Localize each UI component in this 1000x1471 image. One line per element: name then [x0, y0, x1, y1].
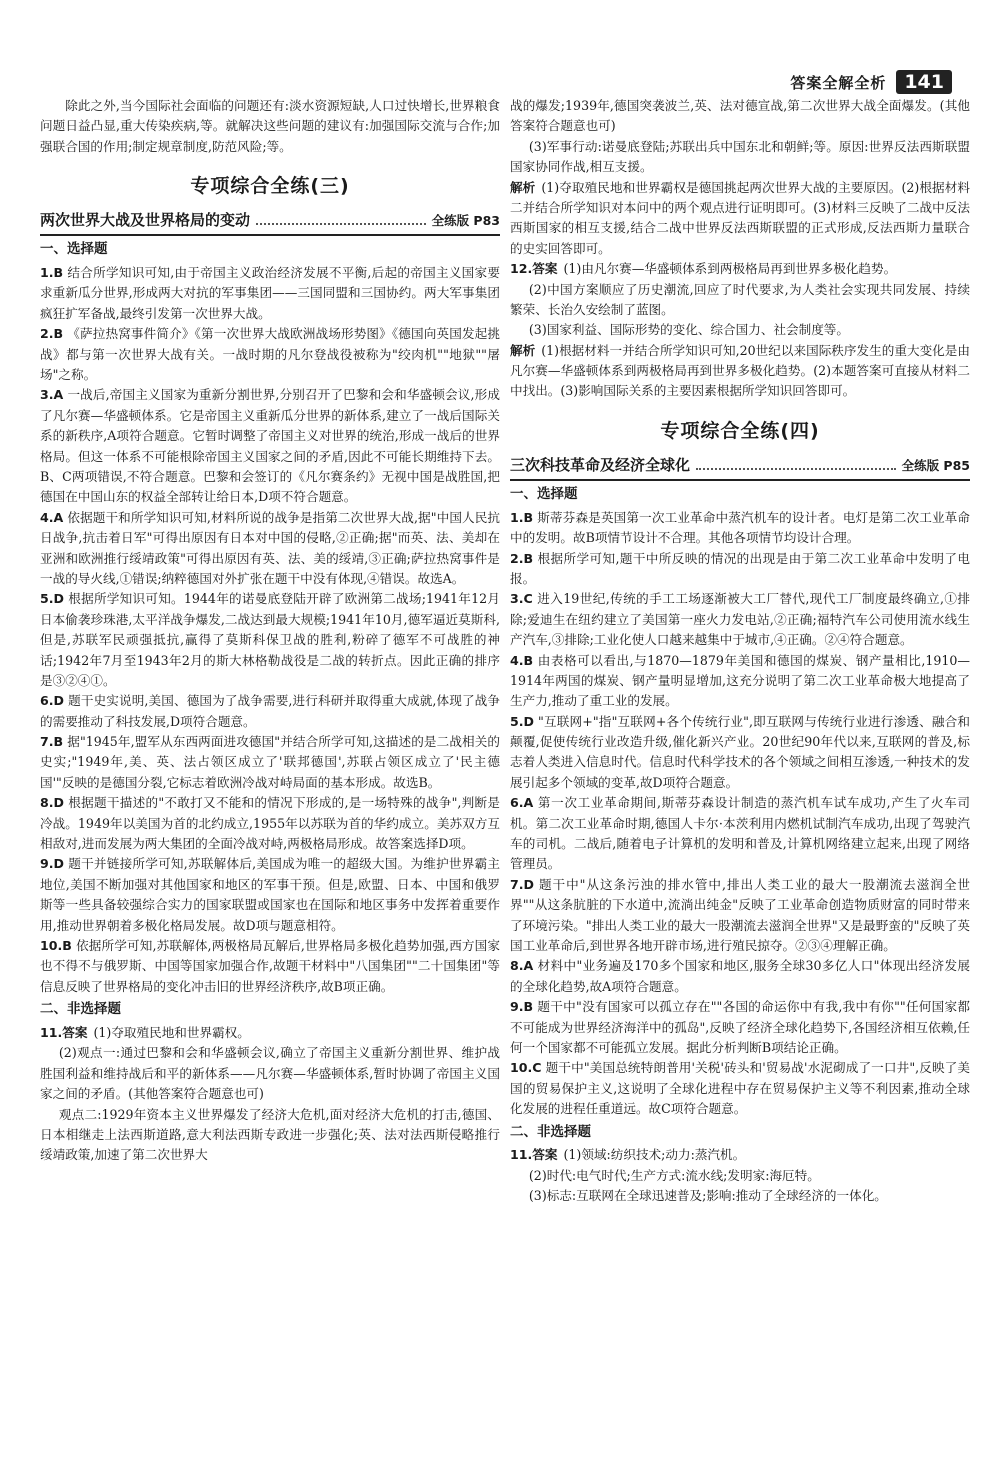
answer-item: [510, 1058, 970, 1119]
answer-item: [510, 589, 970, 650]
answer-text: 根据所学知识可知。1944年的诺曼底登陆开辟了欧洲第二战场;1941年12月日本偷袭珍珠港,太平洋战争爆发,二战达到最大规模;1941年10月,德军逼近莫斯科,但是,苏联军民顽强抵抗,赢得了莫斯科保卫战的胜利,粉碎了德军不可战胜的神话;1942年7月至1943年2月的斯大林格勒战役是二战的转折点。因此正确的排序是③②④①。: [40, 591, 500, 688]
answer-item: [40, 793, 500, 854]
answer-text: 一战后,帝国主义国家为重新分割世界,分别召开了巴黎和会和华盛顿会议,形成了凡尔赛—华盛顿体系。它是帝国主义重新瓜分世界的新体系,建立了一战后国际关系的新秩序,A项符合题意。它暂时调整了帝国主义对世界的统治,形成一战后的世界格局。但这一体系不可能根除帝国主义国家之间的矛盾,因此不可能长期维持下去。B、C两项错误,不符合题意。巴黎和会签订的《凡尔赛条约》无视中国是战胜国,把德国在中国山东的权益全部转让给日本,D项不符合题意。: [40, 387, 500, 505]
section-subtitle: 三次科技革命及经济全球化: [510, 455, 691, 474]
answer-text: (3)标志:互联网在全球迅速普及;影响:推动了全球经济的一体化。: [528, 1188, 887, 1204]
analysis-tag: 解析: [510, 179, 536, 195]
answer-number: 9.B: [510, 999, 534, 1015]
answer-text: 据"1945年,盟军从东西两面进攻德国"并结合所学可知,这描述的是二战相关的史实;"1949年,美、英、法占领区成立了'联邦德国',苏联占领区成立了'民主德国'"反映的是德国分裂,它标志着欧洲冷战对峙局面的基本形成。故选B。: [40, 734, 500, 790]
part-heading: 一、选择题: [510, 485, 578, 502]
answer-text: (2)时代:电气时代;生产方式:流水线;发明家:海厄特。: [528, 1167, 820, 1183]
section-title-3: 专项综合全练(三): [190, 175, 350, 198]
answer-number: 9.D: [40, 856, 65, 872]
dotted-leader: [696, 468, 896, 470]
answer-text: 进入19世纪,传统的手工工场逐渐被大工厂替代,现代工厂制度最终确立,①排除;爱迪生在纽约建立了美国第一座火力发电站,②正确;福特汽车公司使用流水线生产汽车,③排除;工业化使人口越来越集中于城市,④正确。②④符合题意。: [510, 591, 970, 648]
part-heading: 一、选择题: [40, 241, 108, 258]
analysis-text: (1)夺取殖民地和世界霸权是德国挑起两次世界大战的主要原因。(2)根据材料二并结合所学知识对本问中的两个观点进行证明即可。(3)材料三反映了二战中反法西斯国家的相互支援,结合二战中世界反法西斯联盟的正式形成,反法西斯力量联合的史实回答即可。: [510, 179, 971, 256]
section-subtitle: 两次世界大战及世界格局的变动: [40, 210, 251, 229]
analysis-text: (1)根据材料一并结合所学知识可知,20世纪以来国际秩序发生的重大变化是由凡尔赛—华盛顿体系到两极格局再到世界多极化趋势。(2)本题答案可直接从材料二中找出。(3)影响国际关系的主要因素根据所学知识回答即可。: [510, 342, 970, 399]
part-heading: 二、非选择题: [40, 1001, 121, 1018]
answer-text: 题干并链接所学可知,苏联解体后,美国成为唯一的超级大国。为维护世界霸主地位,美国不断加强对其他国家和地区的军事干预。但是,欧盟、日本、中国和俄罗斯等一些具备较强综合实力的国家联盟或国家也在国际和地区事务中发挥着重要作用,推动世界朝着多极化格局发展。故D项与题意相符。: [40, 856, 500, 933]
answer-number: 6.D: [40, 693, 65, 709]
answer-text: 由表格可以看出,与1870—1879年美国和德国的煤炭、钢产量相比,1910—1914年两国的煤炭、钢产量明显增加,这充分说明了第二次工业革命极大地提高了生产力,推动了重工业的发展。: [510, 652, 970, 709]
answer-list: [510, 508, 970, 1120]
answer-item: [510, 712, 970, 794]
answer-item: [40, 324, 500, 385]
answer-number: 3.C: [510, 591, 533, 607]
answer-text: 材料中"业务遍及170多个国家和地区,服务全球30多亿人口"体现出经济发展的全球化趋势,故A项符合题意。: [510, 958, 970, 994]
analysis-block: [510, 341, 970, 402]
answer-text: "互联网+"指"互联网+各个传统行业",即互联网与传统行业进行渗透、融合和颠覆,促使传统行业改造升级,催化新兴产业。20世纪90年代以来,互联网的普及,标志着人类进入信息时代。信息时代科学技术的各个领域之间相互渗透,一种技术的发展引起多个领域的变革,故D项符合题意。: [510, 713, 970, 790]
answer-text: (2)观点一:通过巴黎和会和华盛顿会议,确立了帝国主义重新分割世界、维护战胜国利益和维持战后和平的新体系——凡尔赛—华盛顿体系,暂时协调了帝国主义国家之间的矛盾。(其他答案符合题意也可): [40, 1045, 500, 1102]
answer-item: [40, 1023, 500, 1043]
answer-text: 题干史实说明,美国、德国为了战争需要,进行科研并取得重大成就,体现了战争的需要推动了科技发展,D项符合题意。: [40, 693, 500, 729]
answer-item: [40, 589, 500, 691]
answer-item: [40, 854, 500, 936]
answer-text: 题干中"没有国家可以孤立存在""各国的命运你中有我,我中有你""任何国家都不可能成为世界经济海洋中的孤岛",反映了经济全球化趋势下,各国经济相互依赖,任何一个国家都不可能孤立发展。据此分析判断B项结论正确。: [510, 999, 970, 1055]
answer-text: 题干中"美国总统特朗普用'关税'砖头和'贸易战'水泥砌成了一口井",反映了美国的贸易保护主义,这说明了全球化进程中存在贸易保护主义等不利因素,推动全球化发展的进程任重道远。故C项符合题意。: [510, 1060, 970, 1117]
answer-item: [510, 508, 970, 549]
answer-text: 结合所学知识可知,由于帝国主义政治经济发展不平衡,后起的帝国主义国家要求重新瓜分世界,形成两大对抗的军事集团——三国同盟和三国协约。两大军事集团疯狂扩军备战,最终引发第一次世界大战。: [40, 265, 500, 321]
answer-text: (1)由凡尔赛—华盛顿体系到两极格局再到世界多极化趋势。: [563, 261, 897, 277]
intro-paragraph: 除此之外,当今国际社会面临的问题还有:淡水资源短缺,人口过快增长,世界粮食问题日益凸显,重大传染疾病,等。就解决这些问题的建议有:加强国际交流与合作;加强联合国的作用;制定规章制度,防范风险;等。: [40, 98, 500, 154]
continued-text: 战的爆发;1939年,德国突袭波兰,英、法对德宣战,第二次世界大战全面爆发。(其他答案符合题意也可): [510, 98, 970, 134]
answer-text: (2)中国方案顺应了历史潮流,回应了时代要求,为人类社会实现共同发展、持续繁荣、长治久安绘制了蓝图。: [510, 281, 970, 317]
answer-item: [510, 793, 970, 875]
answer-number: 1.B: [40, 265, 64, 281]
answer-item: [510, 997, 970, 1058]
answer-text: 第一次工业革命期间,斯蒂芬森设计制造的蒸汽机车试车成功,产生了火车司机。第二次工业革命时期,德国人卡尔·本茨利用内燃机试制汽车成功,出现了驾驶汽车的司机。二战后,随着电子计算机的发明和普及,计算机网络建立起来,出现了网络管理员。: [510, 795, 970, 872]
answer-item: [510, 875, 970, 957]
answer-tag: 12.答案: [510, 261, 558, 277]
answer-list: [40, 263, 500, 997]
left-column: [40, 96, 500, 1166]
answer-tag: 11.答案: [40, 1025, 88, 1041]
answer-text: 斯蒂芬森是英国第一次工业革命中蒸汽机车的设计者。电灯是第二次工业革命中的发明。故B项情节设计不合理。其他各项情节均设计合理。: [510, 509, 970, 546]
part-heading: 二、非选择题: [510, 1123, 591, 1140]
answer-item: [510, 1145, 970, 1165]
answer-item: [510, 956, 970, 997]
page-header: [790, 70, 952, 94]
answer-text: 《萨拉热窝事件简介》《第一次世界大战欧洲战场形势图》《德国向英国发起挑战》都与第一次世界大战有关。一战时期的凡尔登战役被称为"绞肉机""地狱""屠场"之称。: [40, 326, 500, 383]
analysis-tag: 解析: [510, 342, 536, 358]
answer-item: [40, 936, 500, 997]
answer-number: 10.C: [510, 1060, 542, 1076]
section-ref: 全练版 P83: [431, 212, 500, 228]
answer-text: 观点二:1929年资本主义世界爆发了经济大危机,面对经济大危机的打击,德国、日本相继走上法西斯道路,意大利法西斯专政进一步强化;英、法对法西斯侵略推行绥靖政策,加速了第二次世界大: [40, 1106, 500, 1163]
answer-number: 2.B: [40, 326, 64, 342]
answer-item: [510, 651, 970, 712]
section-subheader: [510, 453, 970, 481]
answer-text: 题干中"从这条污浊的排水管中,排出人类工业的最大一股潮流去滋润全世界""从这条肮脏的下水道中,流淌出纯金"反映了工业革命创造物质财富的同时带来了环境污染。"排出人类工业的最大一股潮流去滋润全世界"又是最野蛮的"反映了英国工业革命后,到世界各地开辟市场,进行殖民掠夺。②③④理解正确。: [510, 876, 970, 953]
answer-text: (3)军事行动:诺曼底登陆;苏联出兵中国东北和朝鲜;等。原因:世界反法西斯联盟国家协同作战,相互支援。: [510, 138, 970, 175]
answer-item: [40, 385, 500, 507]
page-number: 141: [896, 70, 952, 94]
answer-number: 8.A: [510, 958, 534, 974]
answer-number: 8.D: [40, 795, 65, 811]
answer-tag: 11.答案: [510, 1147, 558, 1163]
section-ref: 全练版 P85: [901, 457, 970, 473]
answer-text: (3)国家利益、国际形势的变化、综合国力、社会制度等。: [528, 322, 849, 338]
answer-item: [510, 549, 970, 590]
answer-item: [510, 259, 970, 279]
answer-item: [40, 508, 500, 590]
answer-number: 7.B: [40, 734, 64, 750]
section-title-4: 专项综合全练(四): [660, 419, 820, 442]
answer-number: 2.B: [510, 550, 534, 566]
answer-number: 4.B: [510, 652, 534, 668]
answer-item: [40, 691, 500, 732]
right-column: [510, 96, 970, 1207]
answer-number: 7.D: [510, 876, 535, 892]
answer-text: 依据所学可知,苏联解体,两极格局瓦解后,世界格局多极化趋势加强,西方国家也不得不与俄罗斯、中国等国家加强合作,故题干材料中"八国集团""二十国集团"等信息反映了世界格局的变化冲击旧的世界经济秩序,故B项正确。: [40, 937, 500, 994]
header-label: 答案全解全析: [790, 73, 887, 92]
answer-text: (1)夺取殖民地和世界霸权。: [93, 1025, 250, 1041]
answer-item: [40, 732, 500, 793]
answer-item: [40, 263, 500, 324]
answer-number: 6.A: [510, 795, 534, 811]
answer-number: 1.B: [510, 509, 534, 525]
section-subheader: [40, 208, 500, 236]
analysis-block: [510, 178, 970, 260]
answer-number: 4.A: [40, 509, 64, 525]
dotted-leader: [256, 223, 426, 225]
answer-text: (1)领域:纺织技术;动力:蒸汽机。: [563, 1147, 746, 1163]
answer-number: 10.B: [40, 937, 72, 953]
answer-number: 5.D: [40, 591, 65, 607]
answer-text: 根据所学可知,题干中所反映的情况的出现是由于第二次工业革命中发明了电报。: [510, 550, 970, 586]
answer-text: 根据题干描述的"不敢打又不能和的情况下形成的,是一场特殊的战争",判断是冷战。1949年以美国为首的北约成立,1955年以苏联为首的华约成立。美苏双方互相敌对,进而发展为两大集团的全面冷战对峙,两极格局形成。故答案选择D项。: [40, 795, 500, 852]
answer-number: 5.D: [510, 713, 535, 729]
answer-text: 依据题干和所学知识可知,材料所说的战争是指第二次世界大战,据"中国人民抗日战争,抗击着日军"可得出原因有日本对中国的侵略,②正确;据"而英、法、美却在亚洲和欧洲推行绥靖政策"可得出原因有英、法、美的绥靖,③正确;萨拉热窝事件是一战的导火线,①错误;纳粹德国对外扩张在题干中没有体现,④错误。故选A。: [40, 509, 500, 586]
answer-number: 3.A: [40, 387, 64, 403]
